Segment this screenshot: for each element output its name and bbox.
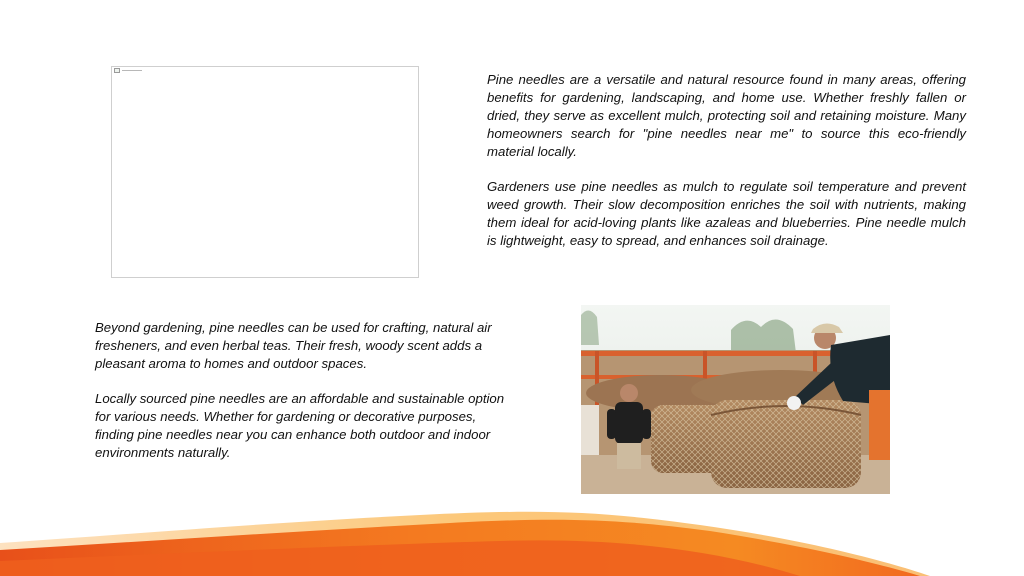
pine-straw-bales-photo <box>581 305 890 494</box>
bottom-paragraph-1: Beyond gardening, pine needles can be used for crafting, natural air fresheners, and even herbal teas. Their fresh, woody scent adds a pleasant aroma to homes and outdoor spaces. <box>95 320 492 371</box>
decorative-orange-wave <box>0 495 1024 576</box>
image-alt-line <box>122 70 142 71</box>
top-text-block <box>487 71 966 250</box>
broken-image-placeholder <box>111 66 419 278</box>
photo-illustration <box>581 305 890 494</box>
wave-shape <box>0 495 1024 576</box>
top-paragraph-2: Gardeners use pine needles as mulch to regulate soil temperature and prevent weed growth. Their slow decomposition enriches the soil with nutrients, making them ideal for acid-loving plants like azaleas and blueberries. Pine needle mulch is lightweight, easy to spread, and enhances soil drainage. <box>487 179 966 248</box>
top-paragraph-1: Pine needles are a versatile and natural resource found in many areas, offering benefits for gardening, landscaping, and home use. Whether freshly fallen or dried, they serve as excellent mulch, protecting soil and retaining moisture. Many homeowners search for "pine needles near me" to source this eco-friendly material locally. <box>487 72 966 159</box>
bottom-paragraph-2: Locally sourced pine needles are an affordable and sustainable option for various needs. Whether for gardening or decorative purposes, finding pine needles near you can enhance both outdoor and indoor environments naturally. <box>95 391 505 460</box>
bottom-text-block <box>95 319 515 462</box>
broken-image-icon <box>114 68 120 73</box>
